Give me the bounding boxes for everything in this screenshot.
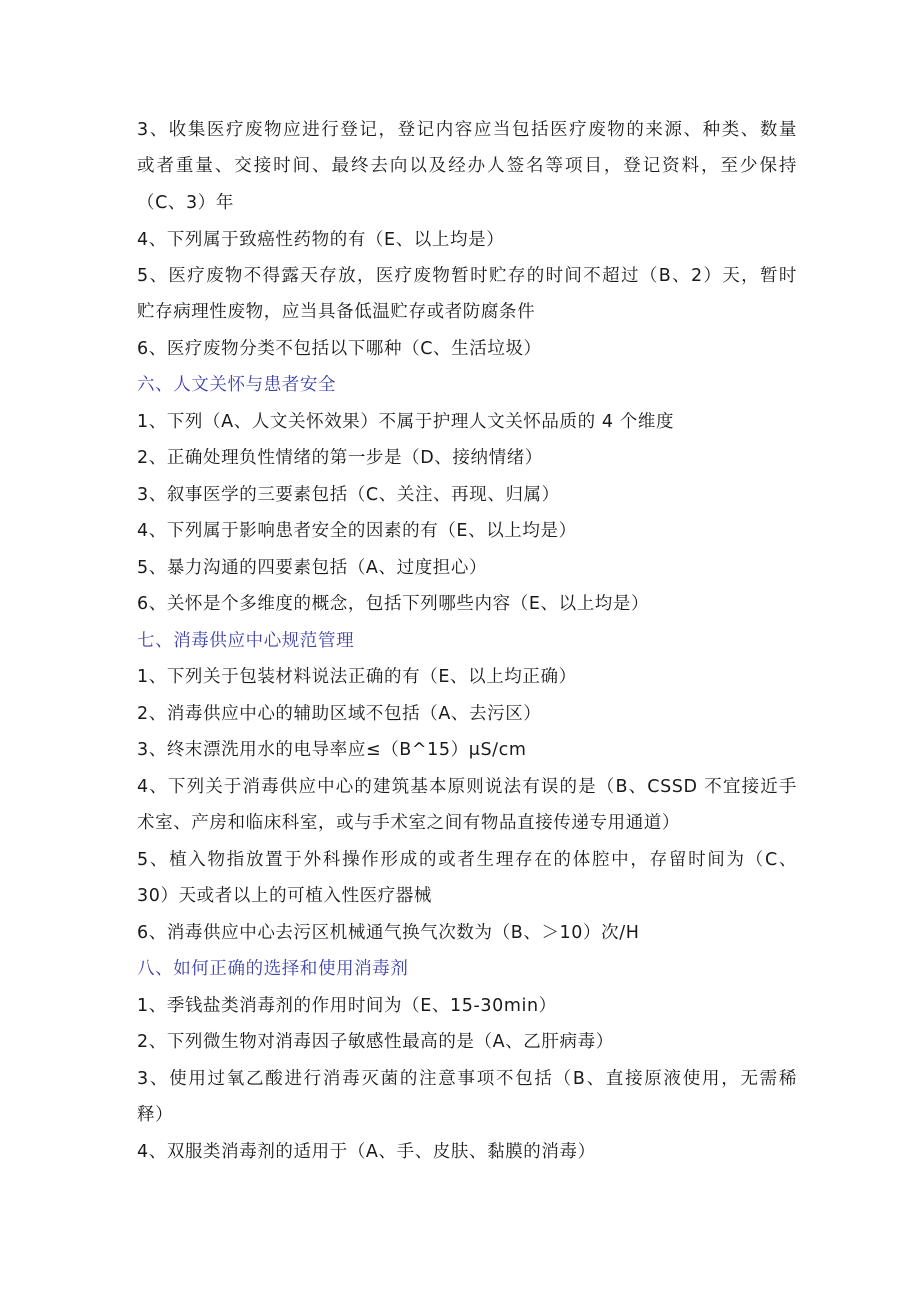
section-heading: 七、消毒供应中心规范管理 [137, 631, 355, 651]
section-heading: 六、人文关怀与患者安全 [137, 375, 337, 395]
text-line: 1、季钱盐类消毒剂的作用时间为（E、15-30min） [137, 996, 557, 1016]
text-line: 或者重量、交接时间、最终去向以及经办人签名等项目，登记资料，至少保持 [137, 156, 797, 176]
text-line: 5、植入物指放置于外科操作形成的或者生理存在的体腔中，存留时间为（C、 [137, 850, 797, 870]
text-line: 术室、产房和临床科室，或与手术室之间有物品直接传递专用通道） [137, 813, 680, 833]
section-heading: 八、如何正确的选择和使用消毒剂 [137, 959, 409, 979]
text-line: 贮存病理性废物，应当具备低温贮存或者防腐条件 [137, 302, 536, 322]
text-line: 释） [137, 1105, 174, 1125]
text-line: 3、叙事医学的三要素包括（C、关注、再现、归属） [137, 485, 560, 505]
text-line: 6、关怀是个多维度的概念，包括下列哪些内容（E、以上均是） [137, 594, 650, 614]
text-line: 2、消毒供应中心的辅助区域不包括（A、去污区） [137, 704, 542, 724]
text-line: 2、下列微生物对消毒因子敏感性最高的是（A、乙肝病毒） [137, 1032, 614, 1052]
text-line: 1、下列（A、人文关怀效果）不属于护理人文关怀品质的 4 个维度 [137, 412, 675, 432]
text-line: 2、正确处理负性情绪的第一步是（D、接纳情绪） [137, 448, 543, 468]
text-line: 3、终末漂洗用水的电导率应≤（B^15）μS∕cm [137, 740, 527, 760]
text-line: 3、收集医疗废物应进行登记，登记内容应当包括医疗废物的来源、种类、数量 [137, 120, 797, 140]
text-line: 5、医疗废物不得露天存放，医疗废物暂时贮存的时间不超过（B、2）天，暂时 [137, 266, 797, 286]
text-line: 4、下列关于消毒供应中心的建筑基本原则说法有误的是（B、CSSD 不宜接近手 [137, 777, 797, 797]
text-line: 5、暴力沟通的四要素包括（A、过度担心） [137, 558, 488, 578]
text-line: 4、下列属于致癌性药物的有（E、以上均是） [137, 230, 505, 250]
text-line: 3、使用过氧乙酸进行消毒灭菌的注意事项不包括（B、直接原液使用，无需稀 [137, 1069, 797, 1089]
text-line: 4、双服类消毒剂的适用于（A、手、皮肤、黏膜的消毒） [137, 1142, 596, 1162]
text-line: 4、下列属于影响患者安全的因素的有（E、以上均是） [137, 521, 577, 541]
text-line: （C、3）年 [137, 193, 234, 213]
text-line: 6、医疗废物分类不包括以下哪种（C、生活垃圾） [137, 339, 542, 359]
text-line: 1、下列关于包装材料说法正确的有（E、以上均正确） [137, 667, 577, 687]
text-line: 6、消毒供应中心去污区机械通气换气次数为（B、＞10）次/H [137, 923, 640, 943]
text-line: 30）天或者以上的可植入性医疗器械 [137, 886, 432, 906]
